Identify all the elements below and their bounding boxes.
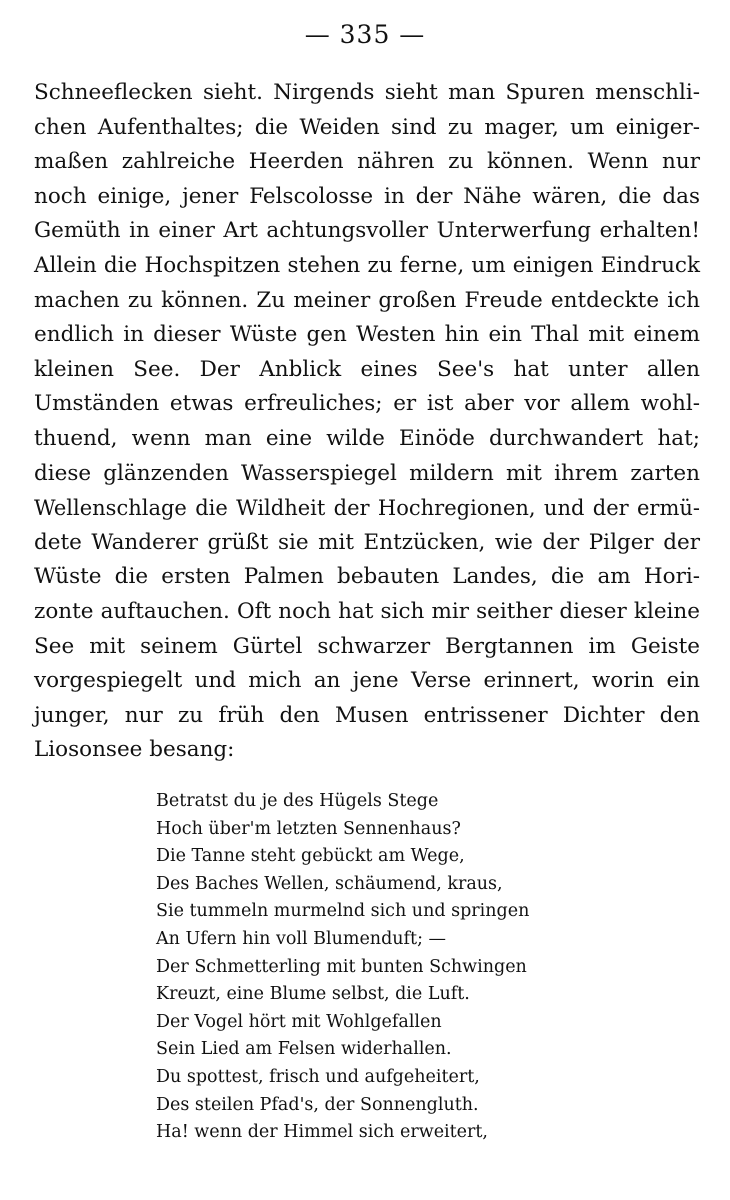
prose-line: See mit seinem Gürtel schwarzer Bergtannen im Geiste xyxy=(34,633,700,659)
page-number: — 335 — xyxy=(304,20,426,49)
verse-line: Ha! wenn der Himmel sich erweitert, xyxy=(156,1122,488,1143)
prose-paragraph xyxy=(34,76,700,768)
prose-line: noch einige, jener Felscolosse in der Nähe wären, die das xyxy=(34,183,700,209)
prose-line: Wellenschlage die Wildheit der Hochregionen, und der ermü- xyxy=(34,496,700,521)
verse-line: Betratst du je des Hügels Stege xyxy=(156,791,439,811)
verse-line: Kreuzt, eine Blume selbst, die Luft. xyxy=(156,984,470,1005)
prose-line: zonte auftauchen. Oft noch hat sich mir seither dieser kleine xyxy=(34,598,700,624)
verse-line: An Ufern hin voll Blumenduft; — xyxy=(156,928,447,949)
prose-line: endlich in dieser Wüste gen Westen hin ein Thal mit einem xyxy=(34,322,700,348)
verse-line: Der Schmetterling mit bunten Schwingen xyxy=(156,956,527,977)
prose-line: Umständen etwas erfreuliches; er ist aber vor allem wohl- xyxy=(34,391,700,417)
prose-line: maßen zahlreiche Heerden nähren zu können. Wenn nur xyxy=(34,149,700,175)
prose-line: dete Wanderer grüßt sie mit Entzücken, wie der Pilger der xyxy=(34,529,700,555)
verse-line: Hoch über'm letzten Sennenhaus? xyxy=(156,818,461,839)
verse-line: Sie tummeln murmelnd sich und springen xyxy=(156,901,530,922)
prose-line: Liosonsee besang: xyxy=(34,737,235,763)
prose-line: Wüste die ersten Palmen bebauten Landes, die am Hori- xyxy=(34,564,700,590)
verse-line: Die Tanne steht gebückt am Wege, xyxy=(156,846,465,867)
prose-line: kleinen See. Der Anblick eines See's hat unter allen xyxy=(34,356,700,382)
prose-line: diese glänzenden Wasserspiegel mildern mit ihrem zarten xyxy=(34,460,700,486)
prose-line: Gemüth in einer Art achtungsvoller Unterwerfung erhalten! xyxy=(34,218,700,244)
prose-line: Allein die Hochspitzen stehen zu ferne, um einigen Eindruck xyxy=(34,252,700,278)
prose-line: junger, nur zu früh den Musen entrissener Dichter den xyxy=(34,702,700,728)
verse-line: Des steilen Pfad's, der Sonnengluth. xyxy=(156,1094,479,1115)
verse-line: Sein Lied am Felsen widerhallen. xyxy=(156,1039,452,1060)
poem-verse xyxy=(156,788,676,1147)
prose-line: thuend, wenn man eine wilde Einöde durchwandert hat; xyxy=(34,425,700,451)
prose-line: chen Aufenthaltes; die Weiden sind zu mager, um einiger- xyxy=(34,114,700,140)
prose-line: vorgespiegelt und mich an jene Verse erinnert, worin ein xyxy=(34,668,700,694)
verse-line: Du spottest, frisch und aufgeheitert, xyxy=(156,1066,480,1087)
verse-line: Der Vogel hört mit Wohlgefallen xyxy=(156,1011,442,1032)
prose-line: machen zu können. Zu meiner großen Freude entdeckte ich xyxy=(34,287,700,313)
verse-line: Des Baches Wellen, schäumend, kraus, xyxy=(156,873,503,894)
prose-line: Schneeflecken sieht. Nirgends sieht man Spuren menschli- xyxy=(34,80,700,105)
